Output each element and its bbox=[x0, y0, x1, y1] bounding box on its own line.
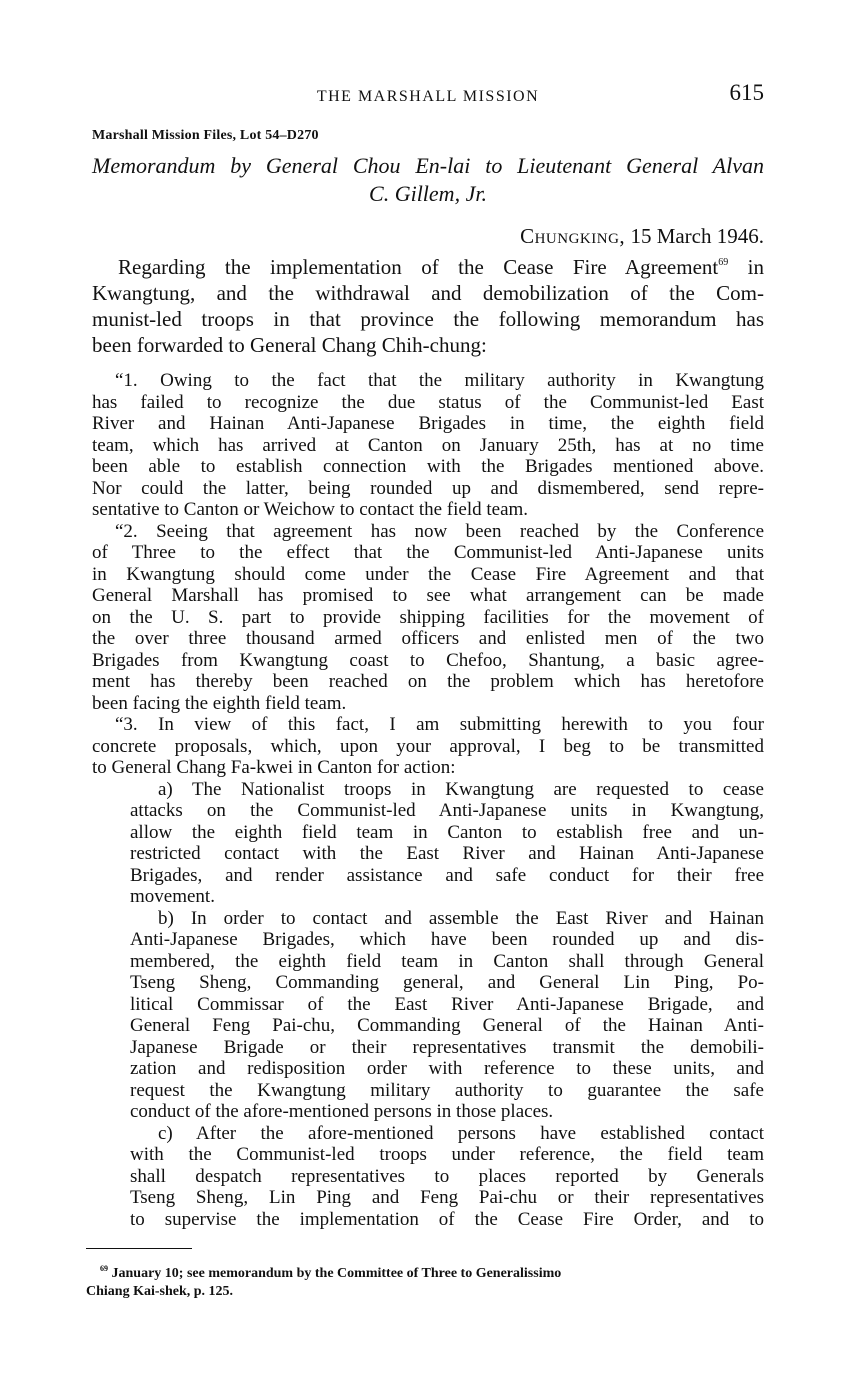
quote-line: ment has thereby been reached on the problem which has heretofore bbox=[92, 671, 764, 692]
quote-line: request the Kwangtung military authority to guarantee the safe bbox=[130, 1079, 764, 1101]
quote-line: restricted contact with the East River and Hainan Anti-Japanese bbox=[130, 843, 764, 864]
quote-line: shall despatch representatives to places reported by Generals bbox=[130, 1165, 764, 1187]
intro-line-1-end: in bbox=[728, 255, 765, 279]
quote-line: a) The Nationalist troops in Kwangtung are requested to cease bbox=[158, 778, 764, 800]
quote-line: “3. In view of this fact, I am submitting herewith to you four bbox=[115, 714, 764, 735]
intro-line-1 bbox=[118, 254, 764, 280]
quote-line: c) After the afore-mentioned persons have established contact bbox=[158, 1122, 764, 1144]
quote-line: attacks on the Communist-led Anti-Japanese units in Kwangtung, bbox=[130, 800, 764, 821]
quote-line: Nor could the latter, being rounded up and dismembered, send repre- bbox=[92, 477, 764, 499]
document-title bbox=[92, 152, 764, 208]
intro-line-2: Kwangtung, and the withdrawal and demobilization of the Com- bbox=[92, 281, 764, 305]
quote-line: “1. Owing to the fact that the military authority in Kwangtung bbox=[115, 370, 764, 391]
dateline-date: 15 March 1946. bbox=[625, 224, 764, 248]
quote-line: been facing the eighth field team. bbox=[92, 692, 347, 714]
quote-line: the over three thousand armed officers and enlisted men of the two bbox=[92, 628, 764, 649]
dateline-place: Chungking, bbox=[520, 224, 626, 248]
document-title-line-2: C. Gillem, Jr. bbox=[369, 181, 487, 206]
quote-line: conduct of the afore-mentioned persons in those places. bbox=[130, 1101, 554, 1122]
quote-line: River and Hainan Anti-Japanese Brigades in time, the eighth field bbox=[92, 413, 764, 434]
quote-line: allow the eighth field team in Canton to establish free and un- bbox=[130, 821, 764, 843]
quote-line: General Feng Pai-chu, Commanding General of the Hainan Anti- bbox=[130, 1015, 764, 1036]
quote-line: Tseng Sheng, Commanding general, and General Lin Ping, Po- bbox=[130, 972, 764, 993]
footnote-text: January 10; see memorandum by the Committee of Three to Generalissimo bbox=[108, 1266, 562, 1281]
footnote-line-2: Chiang Kai-shek, p. 125. bbox=[86, 1284, 234, 1299]
quote-line: Brigades from Kwangtung coast to Chefoo, Shantung, a basic agree- bbox=[92, 649, 764, 671]
quote-line: to supervise the implementation of the Cease Fire Order, and to bbox=[130, 1208, 764, 1230]
quote-line: litical Commissar of the East River Anti-Japanese Brigade, and bbox=[130, 993, 764, 1015]
quote-line: membered, the eighth field team in Canton shall through General bbox=[130, 950, 764, 972]
source-citation: Marshall Mission Files, Lot 54–D270 bbox=[92, 128, 319, 143]
quote-line: has failed to recognize the due status of the Communist-led East bbox=[92, 391, 764, 413]
footnote-line-1 bbox=[100, 1265, 561, 1283]
quote-line: with the Communist-led troops under reference, the field team bbox=[130, 1144, 764, 1165]
quote-line: to General Chang Fa-kwei in Canton for action: bbox=[92, 757, 456, 778]
quote-line: General Marshall has promised to see what arrangement can be made bbox=[92, 585, 764, 606]
intro-line-1-text: Regarding the implementation of the Cease Fire Agreement bbox=[118, 255, 719, 279]
quote-line: concrete proposals, which, upon your approval, I beg to be transmitted bbox=[92, 735, 764, 757]
document-title-line-1: Memorandum by General Chou En-lai to Lieutenant General Alvan bbox=[92, 153, 764, 178]
footnote-rule bbox=[86, 1248, 192, 1249]
intro-line-4: been forwarded to General Chang Chih-chung: bbox=[92, 333, 487, 357]
quote-line: team, which has arrived at Canton on January 25th, has at no time bbox=[92, 434, 764, 456]
quote-line: sentative to Canton or Weichow to contact the field team. bbox=[92, 499, 529, 520]
footnote-reference: 69 bbox=[718, 257, 729, 268]
dateline bbox=[520, 224, 764, 249]
quote-line: b) In order to contact and assemble the East River and Hainan bbox=[158, 907, 764, 929]
quote-line: Brigades, and render assistance and safe conduct for their free bbox=[130, 864, 764, 886]
quote-line: been able to establish connection with the Brigades mentioned above. bbox=[92, 456, 764, 477]
page-number: 615 bbox=[729, 80, 764, 105]
running-head bbox=[92, 80, 764, 112]
quote-line: in Kwangtung should come under the Cease Fire Agreement and that bbox=[92, 563, 764, 585]
footnote-marker: 69 bbox=[100, 1264, 108, 1273]
running-head-title: THE MARSHALL MISSION bbox=[316, 88, 540, 105]
intro-line-3: munist-led troops in that province the following memorandum has bbox=[92, 307, 764, 331]
quote-line: of Three to the effect that the Communist-led Anti-Japanese units bbox=[92, 542, 764, 563]
quote-line: Anti-Japanese Brigades, which have been rounded up and dis- bbox=[130, 929, 764, 950]
quote-line: on the U. S. part to provide shipping facilities for the movement of bbox=[92, 606, 764, 628]
quote-line: Japanese Brigade or their representatives transmit the demobili- bbox=[130, 1036, 764, 1058]
quote-line: movement. bbox=[130, 886, 215, 907]
quote-line: Tseng Sheng, Lin Ping and Feng Pai-chu or their representatives bbox=[130, 1187, 764, 1208]
quote-line: zation and redisposition order with reference to these units, and bbox=[130, 1058, 764, 1079]
quote-line: “2. Seeing that agreement has now been reached by the Conference bbox=[115, 520, 764, 542]
